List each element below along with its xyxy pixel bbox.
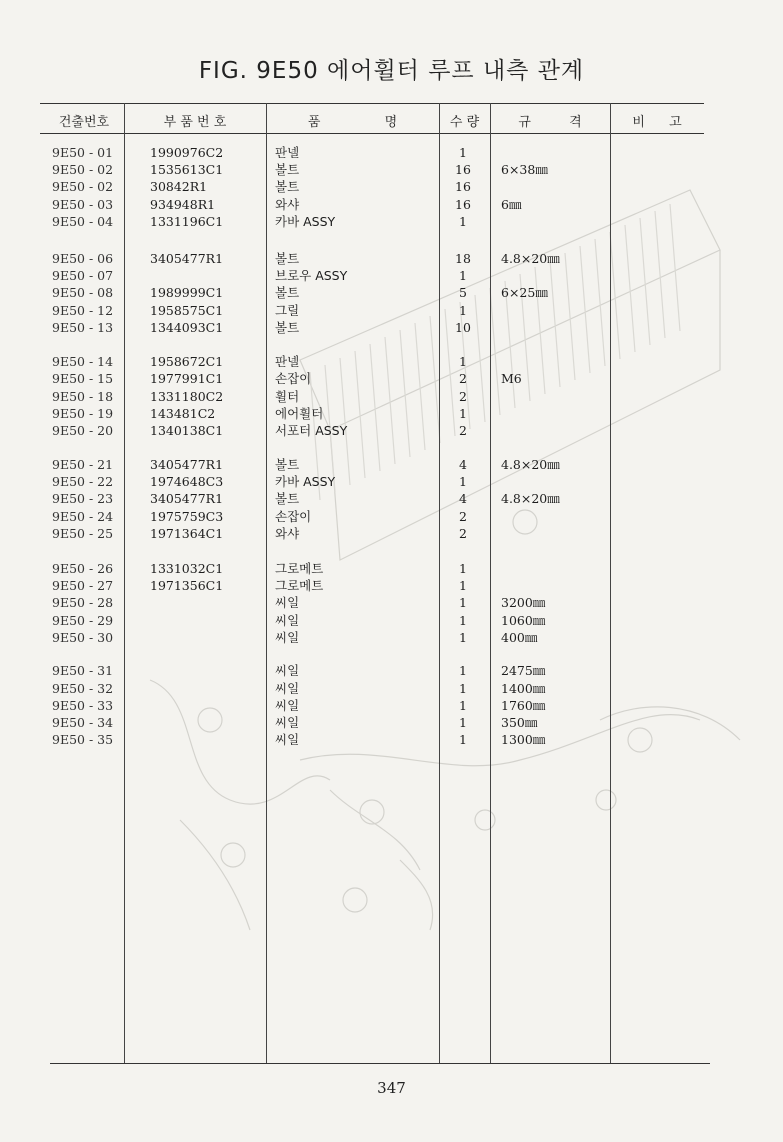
quantity: 1 [459, 303, 467, 318]
ref-number: 9E50 - 22 [52, 474, 114, 489]
part-number: 1340138C1 [150, 423, 224, 438]
table-row [0, 422, 783, 439]
spec: M6 [501, 371, 522, 386]
part-number: 3405477R1 [150, 251, 224, 266]
part-number: 1331180C2 [150, 389, 224, 404]
table-row [0, 250, 783, 267]
ref-number: 9E50 - 01 [52, 145, 114, 160]
spec: 6×25㎜ [501, 285, 548, 300]
table-row [0, 405, 783, 422]
spec: 2475㎜ [501, 663, 546, 678]
part-name: 와샤 [275, 197, 300, 212]
part-name: 그로메트 [275, 578, 324, 593]
table-top-rule [40, 103, 704, 104]
ref-number: 9E50 - 20 [52, 423, 114, 438]
ref-number: 9E50 - 19 [52, 406, 114, 421]
part-name: 씨일 [275, 595, 300, 610]
part-name: 씨일 [275, 732, 300, 747]
part-name: 씨일 [275, 613, 300, 628]
part-name: 휠터 [275, 389, 300, 404]
part-name: 씨일 [275, 630, 300, 645]
part-number: 1958575C1 [150, 303, 224, 318]
spec: 4.8×20㎜ [501, 491, 560, 506]
header-bottom-rule [40, 133, 704, 134]
header-spec: 규 격 [518, 115, 582, 130]
ref-number: 9E50 - 03 [52, 197, 114, 212]
table-row [0, 680, 783, 697]
part-number: 1958672C1 [150, 354, 224, 369]
quantity: 16 [455, 197, 471, 212]
quantity: 1 [459, 145, 467, 160]
ref-number: 9E50 - 14 [52, 354, 114, 369]
part-number: 30842R1 [150, 179, 208, 194]
table-row [0, 612, 783, 629]
spec: 6㎜ [501, 197, 522, 212]
quantity: 1 [459, 214, 467, 229]
table-row [0, 662, 783, 679]
quantity: 1 [459, 681, 467, 696]
spec: 1300㎜ [501, 732, 546, 747]
part-number: 1331196C1 [150, 214, 224, 229]
part-number: 143481C2 [150, 406, 216, 421]
quantity: 1 [459, 663, 467, 678]
part-name: 손잡이 [275, 509, 312, 524]
header-quantity: 수 량 [449, 115, 480, 130]
quantity: 1 [459, 578, 467, 593]
table-row [0, 213, 783, 230]
header-part-number: 부 품 번 호 [163, 115, 227, 130]
table-bottom-rule [50, 1063, 710, 1064]
part-name: 씨일 [275, 663, 300, 678]
quantity: 5 [459, 285, 467, 300]
quantity: 4 [459, 491, 467, 506]
ref-number: 9E50 - 13 [52, 320, 114, 335]
header-remarks: 비 고 [632, 115, 682, 130]
table-row [0, 161, 783, 178]
part-number: 1535613C1 [150, 162, 224, 177]
table-row [0, 525, 783, 542]
ref-number: 9E50 - 06 [52, 251, 114, 266]
part-name: 와샤 [275, 526, 300, 541]
table-row [0, 714, 783, 731]
ref-number: 9E50 - 29 [52, 613, 114, 628]
part-name: 그릴 [275, 303, 300, 318]
ref-number: 9E50 - 02 [52, 179, 114, 194]
quantity: 1 [459, 354, 467, 369]
ref-number: 9E50 - 26 [52, 561, 114, 576]
ref-number: 9E50 - 25 [52, 526, 114, 541]
spec: 400㎜ [501, 630, 538, 645]
quantity: 2 [459, 423, 467, 438]
part-number: 3405477R1 [150, 491, 224, 506]
quantity: 1 [459, 595, 467, 610]
quantity: 1 [459, 698, 467, 713]
quantity: 16 [455, 162, 471, 177]
table-row [0, 370, 783, 387]
quantity: 1 [459, 613, 467, 628]
quantity: 1 [459, 630, 467, 645]
part-name: 볼트 [275, 162, 300, 177]
table-row [0, 490, 783, 507]
part-name: 에어휠터 [275, 406, 324, 421]
part-name: 카바 ASSY [275, 474, 336, 489]
ref-number: 9E50 - 15 [52, 371, 114, 386]
table-row [0, 284, 783, 301]
quantity: 1 [459, 715, 467, 730]
ref-number: 9E50 - 31 [52, 663, 114, 678]
spec: 4.8×20㎜ [501, 251, 560, 266]
part-name: 볼트 [275, 251, 300, 266]
table-row [0, 560, 783, 577]
part-number: 1344093C1 [150, 320, 224, 335]
ref-number: 9E50 - 02 [52, 162, 114, 177]
part-name: 손잡이 [275, 371, 312, 386]
part-number: 1977991C1 [150, 371, 224, 386]
spec: 3200㎜ [501, 595, 546, 610]
quantity: 2 [459, 509, 467, 524]
part-number: 1975759C3 [150, 509, 224, 524]
table-row [0, 508, 783, 525]
quantity: 1 [459, 406, 467, 421]
ref-number: 9E50 - 28 [52, 595, 114, 610]
table-row [0, 456, 783, 473]
part-name: 서포터 ASSY [275, 423, 348, 438]
spec: 1760㎜ [501, 698, 546, 713]
ref-number: 9E50 - 18 [52, 389, 114, 404]
table-row [0, 697, 783, 714]
spec: 4.8×20㎜ [501, 457, 560, 472]
ref-number: 9E50 - 04 [52, 214, 114, 229]
part-name: 씨일 [275, 681, 300, 696]
spec: 1060㎜ [501, 613, 546, 628]
table-row [0, 388, 783, 405]
part-number: 1989999C1 [150, 285, 224, 300]
quantity: 1 [459, 732, 467, 747]
table-row [0, 144, 783, 161]
ref-number: 9E50 - 34 [52, 715, 114, 730]
ref-number: 9E50 - 33 [52, 698, 114, 713]
table-row [0, 178, 783, 195]
part-name: 판넬 [275, 145, 300, 160]
table-row [0, 473, 783, 490]
part-name: 판넬 [275, 354, 300, 369]
part-name: 볼트 [275, 179, 300, 194]
ref-number: 9E50 - 27 [52, 578, 114, 593]
part-name: 씨일 [275, 698, 300, 713]
part-name: 그로메트 [275, 561, 324, 576]
table-row [0, 577, 783, 594]
ref-number: 9E50 - 24 [52, 509, 114, 524]
part-name: 볼트 [275, 320, 300, 335]
table-row [0, 267, 783, 284]
quantity: 2 [459, 371, 467, 386]
quantity: 2 [459, 526, 467, 541]
spec: 6×38㎜ [501, 162, 548, 177]
part-name: 볼트 [275, 491, 300, 506]
page-number: 347 [377, 1079, 406, 1097]
quantity: 18 [455, 251, 471, 266]
page-title: FIG. 9E50 에어휠터 루프 내측 관계 [198, 58, 585, 84]
part-name: 볼트 [275, 285, 300, 300]
quantity: 4 [459, 457, 467, 472]
ref-number: 9E50 - 30 [52, 630, 114, 645]
part-number: 1990976C2 [150, 145, 224, 160]
part-name: 브로우 ASSY [275, 268, 348, 283]
table-row [0, 353, 783, 370]
table-row [0, 731, 783, 748]
quantity: 2 [459, 389, 467, 404]
part-name: 볼트 [275, 457, 300, 472]
ref-number: 9E50 - 12 [52, 303, 114, 318]
part-name: 카바 ASSY [275, 214, 336, 229]
part-number: 1971364C1 [150, 526, 224, 541]
part-number: 1974648C3 [150, 474, 224, 489]
spec: 1400㎜ [501, 681, 546, 696]
ref-number: 9E50 - 23 [52, 491, 114, 506]
ref-number: 9E50 - 21 [52, 457, 114, 472]
quantity: 10 [455, 320, 471, 335]
table-row [0, 196, 783, 213]
header-part-name: 품 명 [307, 115, 398, 130]
ref-number: 9E50 - 07 [52, 268, 114, 283]
part-number: 1971356C1 [150, 578, 224, 593]
table-row [0, 302, 783, 319]
table-row [0, 319, 783, 336]
header-ref-number: 건출번호 [58, 115, 110, 130]
quantity: 16 [455, 179, 471, 194]
ref-number: 9E50 - 08 [52, 285, 114, 300]
spec: 350㎜ [501, 715, 538, 730]
quantity: 1 [459, 268, 467, 283]
part-number: 1331032C1 [150, 561, 224, 576]
quantity: 1 [459, 561, 467, 576]
ref-number: 9E50 - 35 [52, 732, 114, 747]
part-number: 3405477R1 [150, 457, 224, 472]
part-number: 934948R1 [150, 197, 216, 212]
table-row [0, 629, 783, 646]
table-row [0, 594, 783, 611]
part-name: 씨일 [275, 715, 300, 730]
ref-number: 9E50 - 32 [52, 681, 114, 696]
quantity: 1 [459, 474, 467, 489]
